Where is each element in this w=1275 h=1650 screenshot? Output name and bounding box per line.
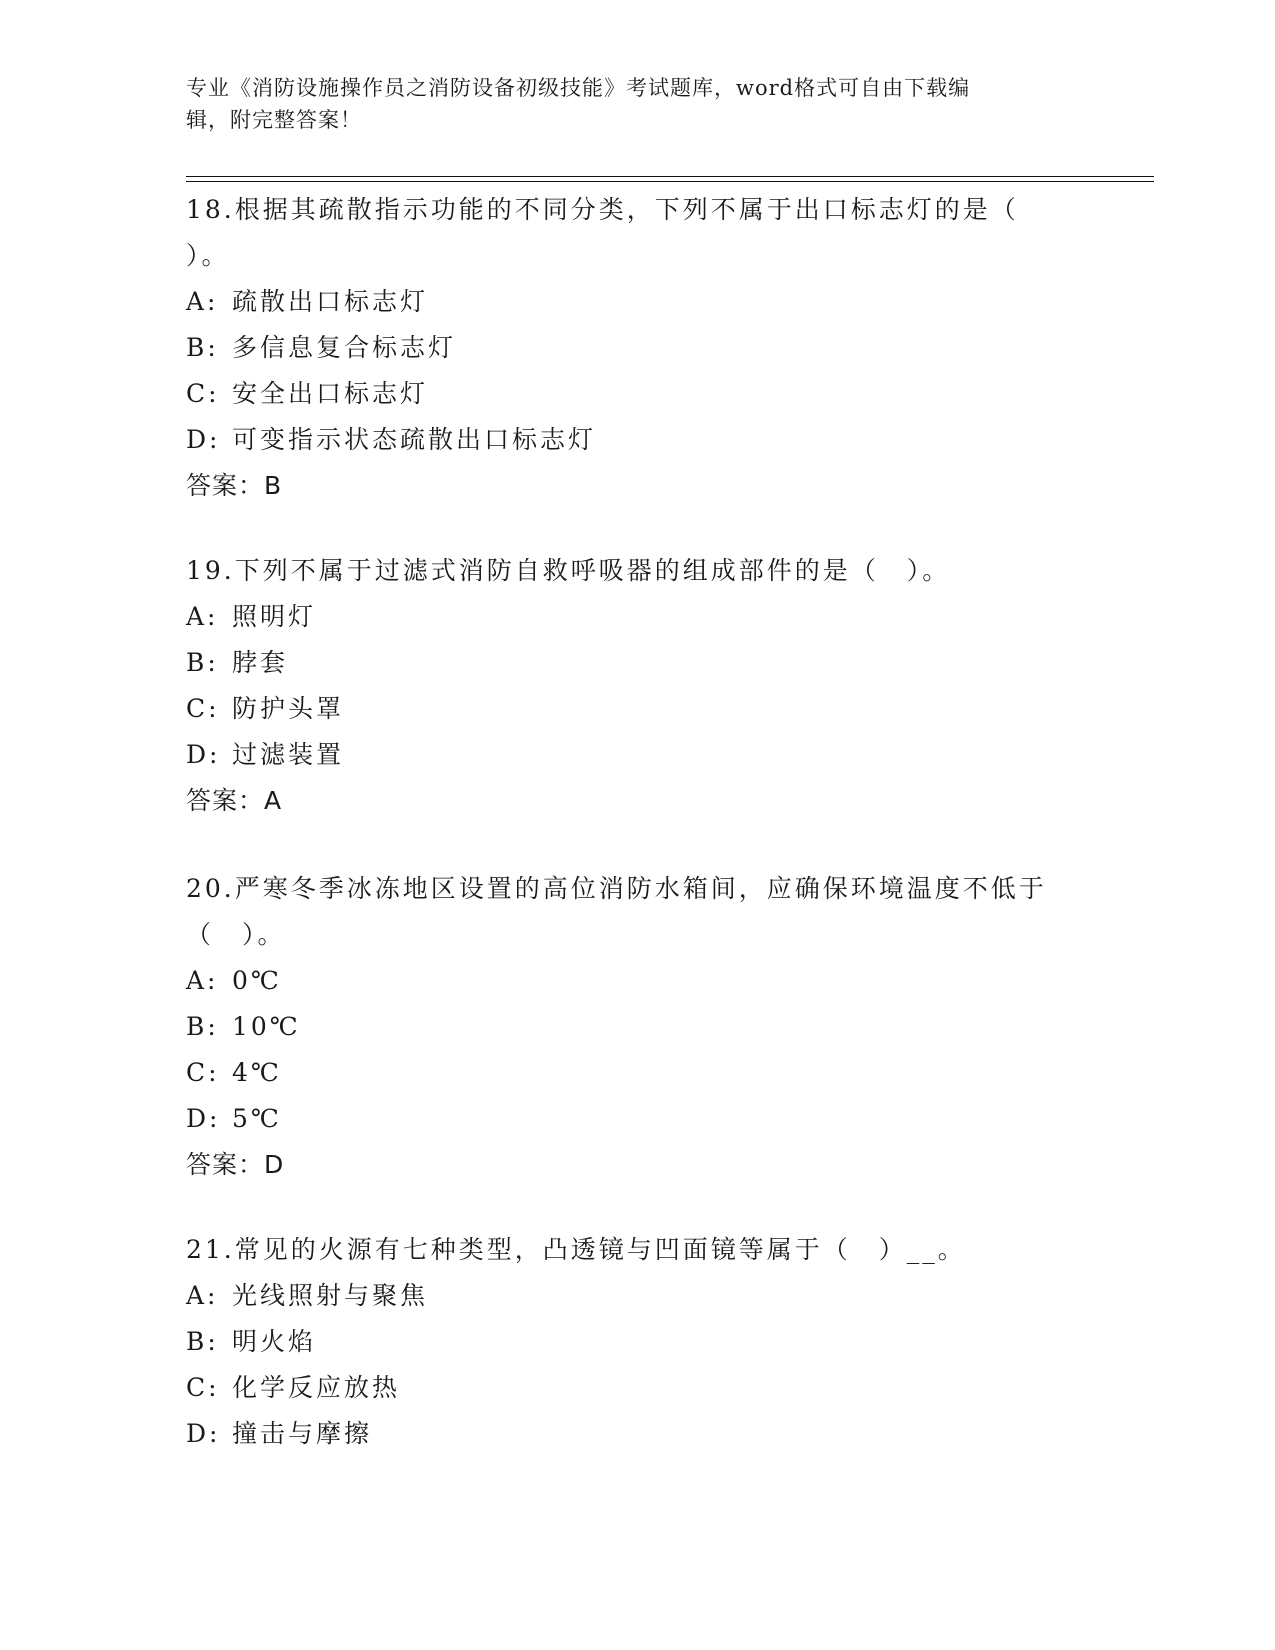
header-divider-top	[186, 176, 1154, 177]
option-text: 多信息复合标志灯	[232, 333, 457, 362]
header-line-1: 专业《消防设施操作员之消防设备初级技能》考试题库，word格式可自由下载编	[186, 76, 971, 100]
option-b	[186, 325, 1086, 371]
option-a	[186, 958, 1086, 1004]
option-key: C:	[186, 694, 220, 723]
question-stem-line: 20.严寒冬季冰冻地区设置的高位消防水箱间，应确保环境温度不低于	[186, 874, 1047, 903]
option-text: 撞击与摩擦	[232, 1419, 373, 1448]
option-text: 4℃	[232, 1058, 282, 1087]
document-header	[186, 72, 1076, 136]
option-key: A:	[186, 966, 219, 995]
option-key: D:	[186, 1104, 221, 1133]
option-key: D:	[186, 1419, 221, 1448]
option-d	[186, 1411, 1086, 1457]
option-b	[186, 640, 1086, 686]
option-a	[186, 594, 1086, 640]
option-key: D:	[186, 425, 221, 454]
option-text: 光线照射与聚焦	[232, 1281, 429, 1310]
option-c	[186, 1050, 1086, 1096]
answer: 答案：B	[186, 471, 283, 500]
option-text: 防护头罩	[232, 694, 345, 723]
question-stem-line: 21.常见的火源有七种类型，凸透镜与凹面镜等属于（ ）__。	[186, 1235, 966, 1264]
option-text: 明火焰	[232, 1327, 317, 1356]
option-text: 脖套	[232, 648, 289, 677]
question-21	[186, 1227, 1086, 1457]
option-a	[186, 279, 1086, 325]
option-key: B:	[186, 1012, 219, 1041]
option-text: 可变指示状态疏散出口标志灯	[232, 425, 597, 454]
option-b	[186, 1004, 1086, 1050]
option-key: B:	[186, 648, 219, 677]
option-text: 安全出口标志灯	[232, 379, 429, 408]
question-stem-line: ）。	[186, 241, 230, 270]
answer: 答案：D	[186, 1150, 285, 1179]
option-text: 化学反应放热	[232, 1373, 401, 1402]
option-key: C:	[186, 1058, 220, 1087]
option-key: A:	[186, 602, 219, 631]
answer: 答案：A	[186, 786, 283, 815]
option-key: C:	[186, 379, 220, 408]
option-key: A:	[186, 1281, 219, 1310]
question-stem-line: 19.下列不属于过滤式消防自救呼吸器的组成部件的是（ ）。	[186, 556, 951, 585]
option-a	[186, 1273, 1086, 1319]
option-key: B:	[186, 333, 219, 362]
option-key: D:	[186, 740, 221, 769]
option-key: B:	[186, 1327, 219, 1356]
option-d	[186, 732, 1086, 778]
question-18	[186, 187, 1086, 509]
option-text: 疏散出口标志灯	[232, 287, 429, 316]
question-stem-line: 18.根据其疏散指示功能的不同分类，下列不属于出口标志灯的是（	[186, 195, 1019, 224]
option-text: 过滤装置	[232, 740, 345, 769]
question-19	[186, 548, 1086, 824]
option-c	[186, 686, 1086, 732]
option-key: A:	[186, 287, 219, 316]
option-text: 5℃	[232, 1104, 282, 1133]
option-text: 10℃	[232, 1012, 301, 1041]
option-d	[186, 417, 1086, 463]
header-line-2: 辑，附完整答案！	[186, 108, 362, 132]
option-text: 0℃	[232, 966, 282, 995]
option-c	[186, 1365, 1086, 1411]
question-20	[186, 866, 1086, 1188]
option-d	[186, 1096, 1086, 1142]
question-stem-line: （ ）。	[186, 920, 286, 949]
option-text: 照明灯	[232, 602, 317, 631]
header-divider-bottom	[186, 181, 1154, 182]
option-c	[186, 371, 1086, 417]
option-b	[186, 1319, 1086, 1365]
option-key: C:	[186, 1373, 220, 1402]
